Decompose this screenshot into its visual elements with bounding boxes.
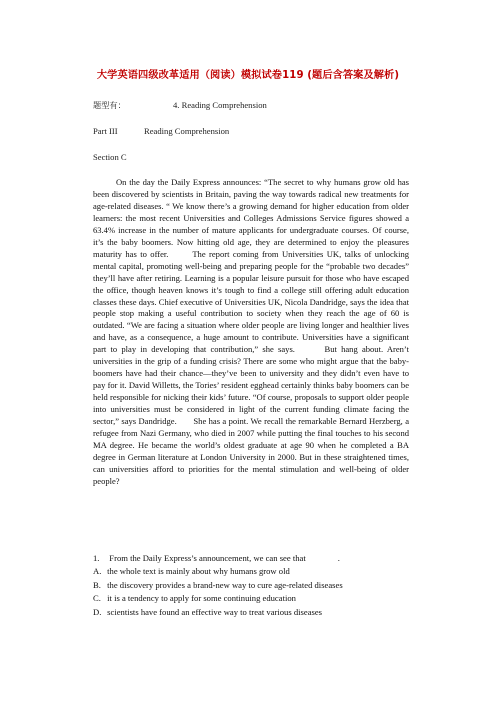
option-a[interactable] bbox=[93, 566, 290, 576]
question-type-value: 4. Reading Comprehension bbox=[173, 100, 267, 110]
option-text: the discovery provides a brand-new way to cure age-related diseases bbox=[107, 580, 343, 590]
part-value: Reading Comprehension bbox=[144, 126, 230, 136]
option-b[interactable] bbox=[93, 580, 343, 590]
option-letter: C. bbox=[93, 593, 101, 603]
option-text: scientists have found an effective way to treat various diseases bbox=[107, 607, 323, 617]
question-type-label: 题型有： bbox=[93, 100, 126, 110]
question-stem bbox=[93, 553, 340, 563]
part-label: Part III bbox=[93, 126, 118, 136]
passage-text: On the day the Daily Express announces: “The secret to why humans grow old has been discovered by scientists in Britain, paving the way towards radical new treatments for age-related diseases. “ We know there’s a growing demand for higher education from older learners: the most recent Universities and Colleges Admissions Service figures showed a 63.4% increase in the number of mature applicants for undergraduate courses. Of course, it’s the baby boomers. Now hitting old age, they are determined to enjoy the pleasures maturity has to offer. The report coming from Universities UK, talks of unlocking mental capital, promoting well-being and preparing people for the “probable two decades” they’ll have after retiring. Learning is a popular leisure pursuit for those who have escaped the office, though heaven knows it’s tough to find a college still offering adult education classes these days. Chief executive of Universities UK, Nicola Dandridge, says the idea that people stop making a useful contribution to society when they reach the age of 60 is outdated. “We are facing a situation where older people are living longer and healthier lives and have, as a consequence, a huge amount to contribute. Universities have a significant part to play in developing that contribution,” she says. But hang about. Aren’t universities in the grip of a funding crisis? There are some who might argue that the baby-boomers have had their chance—they’ve been to university and they didn’t even have to pay for it. David Willetts, the Tories’ resident egghead certainly thinks baby boomers can be held responsible for nicking their kids’ future. “Of course, proposals to support older people into universities must be considered in light of the current funding climate facing the sector,” says Dandridge. She has a point. We recall the remarkable Bernard Herzberg, a refugee from Nazi Germany, who died in 2007 while putting the final touches to his second MA degree. He became the world’s oldest graduate at age 90 when he completed a BA degree in German literature at London University in 2000. But in these straightened times, can universities afford to priorities for the mental stimulation and well-being of older people? bbox=[93, 177, 409, 486]
option-text: the whole text is mainly about why humans grow old bbox=[107, 566, 290, 576]
part-heading bbox=[93, 126, 229, 136]
option-text: it is a tendency to apply for some continuing education bbox=[107, 593, 296, 603]
option-d[interactable] bbox=[93, 607, 322, 617]
option-letter: B. bbox=[93, 580, 101, 590]
question-number: 1. bbox=[93, 553, 100, 563]
option-letter: D. bbox=[93, 607, 102, 617]
reading-passage bbox=[93, 177, 409, 488]
question-text: From the Daily Express’s announcement, we can see that bbox=[109, 553, 306, 563]
option-c[interactable] bbox=[93, 593, 296, 603]
section-heading: Section C bbox=[93, 152, 127, 162]
document-title: 大学英语四级改革适用（阅读）模拟试卷119 (题后含答案及解析) bbox=[96, 70, 400, 81]
question-end: . bbox=[337, 553, 340, 563]
question-type-line bbox=[93, 100, 267, 111]
option-letter: A. bbox=[93, 566, 102, 576]
